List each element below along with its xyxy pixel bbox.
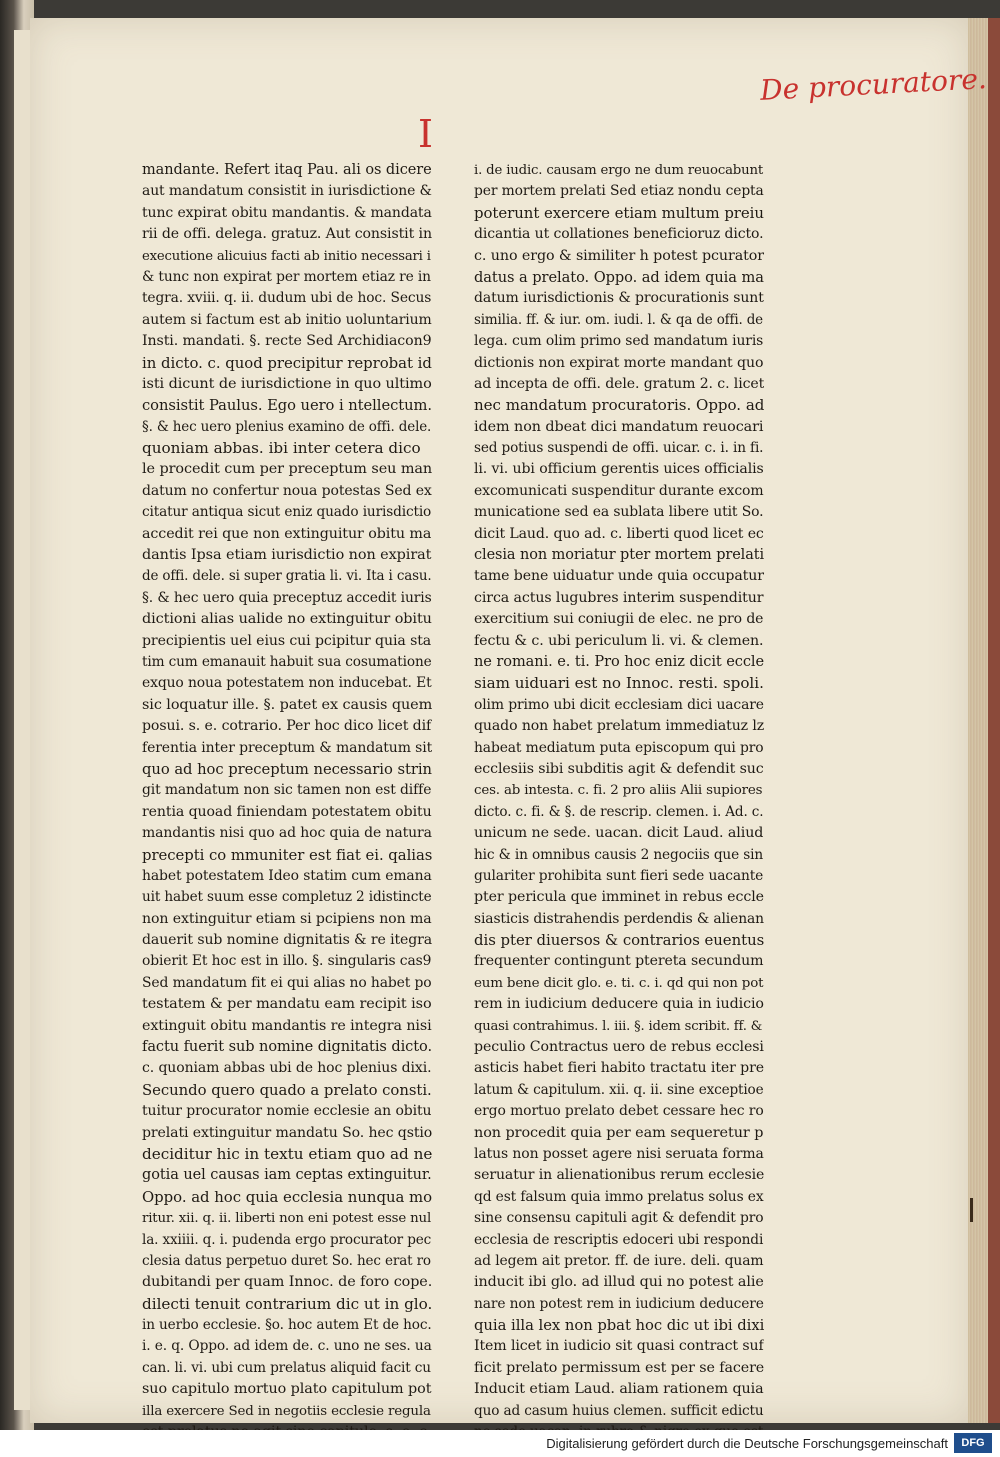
text-line: §. & hec uero plenius examino de offi. dele. — [142, 418, 432, 435]
text-line: ficit prelato permissum est per se facere — [474, 1359, 764, 1376]
text-line: prelati extinguitur mandatu So. hec qstio — [142, 1124, 432, 1141]
text-line: latum & capitulum. xii. q. ii. sine exceptioe — [474, 1081, 764, 1098]
text-line: c. quoniam abbas ubi de hoc plenius dixi. — [142, 1060, 432, 1077]
rubric-heading: De procuratore. — [759, 62, 988, 107]
text-line: can. li. vi. ubi cum prelatus aliquid facit cu — [142, 1359, 431, 1376]
text-line: gotia uel causas iam ceptas extinguitur. — [142, 1167, 432, 1184]
text-line: eum bene dicit glo. e. ti. c. i. qd qui non pot — [474, 975, 764, 991]
footer-credit: Digitalisierung gefördert durch die Deutsche Forschungsgemeinschaft — [546, 1436, 948, 1451]
text-line: rii de offi. delega. gratuz. Aut consistit in — [142, 226, 432, 243]
text-line: sed potius suspendi de offi. uicar. c. i. in fi. — [474, 440, 764, 457]
text-line: dicto. c. fi. & §. de rescrip. clemen. i. Ad. c. — [474, 803, 764, 820]
text-line: posui. s. e. cotrario. Per hoc dico licet dif — [142, 718, 432, 735]
text-line: quado non habet prelatum immediatuz lz — [474, 718, 764, 735]
text-line: precipientis uel eius cui pcipitur quia sta — [142, 632, 432, 649]
text-line: ritur. xii. q. ii. liberti non eni potest esse nul — [142, 1211, 432, 1227]
right-text-column — [474, 160, 764, 1443]
text-line: sic loquatur ille. §. patet ex causis quem — [142, 696, 432, 713]
text-line: dantis Ipsa etiam iurisdictio non expirat — [142, 547, 432, 564]
text-line: testatem & per mandatu eam recipit iso — [142, 996, 432, 1013]
text-line: dauerit sub nomine dignitatis & re itegra — [142, 932, 432, 949]
text-line: ad incepta de offi. dele. gratum 2. c. licet — [474, 375, 764, 392]
text-line: tim cum emanauit habuit sua cosumatione — [142, 653, 432, 670]
text-line: de offi. dele. si super gratia li. vi. Ita i casu. — [142, 568, 432, 585]
cover-edge — [988, 18, 1000, 1423]
bookmark-thread — [970, 1198, 973, 1222]
text-line: latus non posset agere nisi seruata forma — [474, 1145, 764, 1162]
text-line: la. xxiiii. q. i. pudenda ergo procurator pec — [142, 1231, 432, 1248]
text-line: siasticis distrahendis perdendis & alienan — [474, 910, 764, 927]
text-line: i. de iudic. causam ergo ne dum reuocabunt — [474, 163, 764, 178]
text-line: exercitium sui coniugii de elec. ne pro de — [474, 611, 764, 628]
text-line: ces. ab intesta. c. fi. 2 pro aliis Alii supiores — [474, 783, 763, 799]
text-line: dis pter diuersos & contrarios euentus — [474, 931, 764, 950]
text-line: le procedit cum per preceptum seu man — [142, 461, 432, 478]
text-line: datus a prelato. Oppo. ad idem quia ma — [474, 268, 764, 286]
text-line: illa exercere Sed in negotiis ecclesie regula — [142, 1403, 431, 1419]
text-line: exquo noua potestatem non inducebat. Et — [142, 675, 432, 692]
text-line: nare non potest rem in iudicium deducere — [474, 1295, 764, 1312]
dfg-logo: DFG — [954, 1433, 992, 1453]
text-line: fectu & c. ubi periculum li. vi. & clemen. — [474, 632, 764, 649]
text-line: quo ad hoc preceptum necessario strin — [142, 760, 432, 778]
text-line: quo ad casum huius clemen. sufficit edictu — [474, 1402, 764, 1419]
text-line: non procedit quia per eam sequeretur p — [474, 1124, 764, 1141]
text-line: qd est falsum quia immo prelatus solus ex — [474, 1188, 764, 1205]
text-line: in dicto. c. quod precipitur reprobat id — [142, 353, 432, 372]
text-line: circa actus lugubres interim suspenditur — [474, 589, 764, 606]
text-line: similia. ff. & iur. om. iudi. l. & qa de offi. de — [474, 311, 763, 328]
text-line: tuitur procurator nomie ecclesie an obitu — [142, 1103, 432, 1120]
text-line: datum no confertur noua potestas Sed ex — [142, 482, 432, 499]
text-line: Insti. mandati. §. recte Sed Archidiacon9 — [142, 333, 432, 350]
text-line: olim primo ubi dicit ecclesiam dici uacare — [474, 696, 764, 713]
text-line: Sed mandatum fit ei qui alias no habet po — [142, 974, 432, 991]
text-line: ferentia inter preceptum & mandatum sit — [142, 739, 432, 756]
text-line: dicantia ut collationes beneficioruz dicto. — [474, 226, 764, 243]
text-line: consistit Paulus. Ego uero i ntellectum. — [142, 397, 432, 415]
text-line: precepti co mmuniter est fiat ei. qalias — [142, 846, 432, 864]
text-line: mandante. Refert itaq Pau. ali os dicere — [142, 162, 432, 178]
text-line: sine consensu capituli agit & defendit pro — [474, 1210, 764, 1227]
text-line: inducit ibi glo. ad illud qui no potest alie — [474, 1274, 764, 1291]
text-line: frequenter contingunt ptereta secundum — [474, 953, 764, 970]
text-line: poterunt exercere etiam multum preiu — [474, 203, 764, 222]
text-line: Item licet in iudicio sit quasi contract suf — [474, 1338, 764, 1355]
text-line: per mortem prelati Sed etiaz nondu cepta — [474, 183, 764, 200]
text-line: isti dicunt de iurisdictione in quo ultimo — [142, 375, 432, 392]
text-line: pter pericula que imminet in rebus eccle — [474, 889, 764, 906]
text-line: suo capitulo mortuo plato capitulum pot — [142, 1381, 432, 1398]
text-line: quoniam abbas. ibi inter cetera dico — [142, 439, 421, 458]
chapter-number: I — [418, 112, 436, 156]
text-line: Secundo quero quado a prelato consti. — [142, 1081, 432, 1099]
text-line: rentia quoad finiendam potestatem obitu — [142, 803, 432, 820]
text-line: executione alicuius facti ab initio necessari i — [142, 248, 431, 264]
text-line: Inducit etiam Laud. aliam rationem quia — [474, 1381, 764, 1398]
left-text-column — [142, 160, 432, 1443]
text-line: ad legem ait pretor. ff. de iure. deli. quam — [474, 1252, 764, 1269]
text-line: clesia datus perpetuo duret So. hec erat ro — [142, 1252, 431, 1269]
text-line: dubitandi per quam Innoc. de foro cope. — [142, 1274, 432, 1291]
text-line: dicit Laud. quo ad. c. liberti quod licet ec — [474, 525, 764, 542]
text-line: non extinguitur etiam si pcipiens non ma — [142, 910, 432, 927]
text-line: tame bene uiduatur unde quia occupatur — [474, 568, 764, 585]
text-line: unicum ne sede. uacan. dicit Laud. aliud — [474, 825, 764, 842]
text-line: habeat mediatum puta episcopum qui pro — [474, 739, 764, 756]
text-line: uit habet suum esse completuz 2 idistincte — [142, 889, 432, 906]
text-line: lega. cum olim primo sed mandatum iuris — [474, 333, 764, 350]
text-line: obierit Et hoc est in illo. §. singularis cas9 — [142, 953, 432, 970]
text-line: accedit rei que non extinguitur obitu ma — [142, 525, 432, 542]
text-line: nec mandatum procuratoris. Oppo. ad — [474, 396, 764, 415]
text-line: autem si factum est ab initio uoluntarium — [142, 311, 432, 328]
text-line: tegra. xviii. q. ii. dudum ubi de hoc. Secus — [142, 290, 432, 307]
text-line: dictionis non expirat morte mandant quo — [474, 354, 764, 371]
text-line: ecclesiis sibi subditis agit & defendit suc — [474, 760, 764, 777]
text-line: & tunc non expirat per mortem etiaz re in — [142, 268, 431, 285]
text-line: §. & hec uero quia preceptuz accedit iuris — [142, 589, 432, 606]
text-line: seruatur in alienationibus rerum ecclesie — [474, 1167, 764, 1184]
text-line: aut mandatum consistit in iurisdictione & — [142, 183, 432, 200]
text-line: peculio Contractus uero de rebus ecclesi — [474, 1039, 764, 1056]
text-line: municatione sed ea sublata libere utit So. — [474, 504, 764, 521]
text-line: dilecti tenuit contrarium dic ut in glo. — [142, 1294, 432, 1313]
text-line: ecclesia de rescriptis edoceri ubi respondi — [474, 1231, 764, 1248]
text-line: deciditur hic in textu etiam quo ad ne — [142, 1144, 432, 1163]
text-line: mandantis nisi quo ad hoc quia de natura — [142, 825, 432, 842]
text-line: ne romani. e. ti. Pro hoc eniz dicit eccle — [474, 653, 764, 670]
text-line: ergo mortuo prelato debet cessare hec ro — [474, 1103, 764, 1120]
text-line: rem in iudicium deducere quia in iudicio — [474, 996, 764, 1013]
text-line: quia illa lex non pbat hoc dic ut ibi dixi — [474, 1317, 764, 1335]
text-line: hic & in omnibus causis 2 negociis que sin — [474, 846, 764, 863]
text-line: asticis habet fieri habito tractatu iter pre — [474, 1060, 764, 1077]
text-line: datum iurisdictionis & procurationis sunt — [474, 290, 764, 307]
text-line: factu fuerit sub nomine dignitatis dicto. — [142, 1039, 432, 1056]
text-line: citatur antiqua sicut eniz quado iurisdictio — [142, 504, 432, 521]
text-line: c. uno ergo & similiter h potest pcurator — [474, 247, 764, 264]
text-line: quasi contrahimus. l. iii. §. idem scribit. ff. & — [474, 1018, 763, 1034]
text-line: tunc expirat obitu mandantis. & mandata — [142, 204, 432, 221]
text-line: extinguit obitu mandantis re integra nisi — [142, 1017, 432, 1034]
text-line: gulariter prohibita sunt fieri sede uacante — [474, 867, 764, 884]
text-line: clesia non moriatur pter mortem prelati — [474, 547, 764, 564]
text-line: siam uiduari est no Innoc. resti. spoli. — [474, 674, 764, 693]
text-line: excomunicati suspenditur durante excom — [474, 482, 764, 499]
text-line: Oppo. ad hoc quia ecclesia nunqua mo — [142, 1187, 432, 1206]
text-line: idem non dbeat dici mandatum reuocari — [474, 418, 764, 435]
text-line: dictioni alias ualide no extinguitur obitu — [142, 611, 432, 628]
text-line: in uerbo ecclesie. §o. hoc autem Et de hoc. — [142, 1317, 432, 1334]
text-line: i. e. q. Oppo. ad idem de. c. uno ne ses. ua — [142, 1338, 432, 1355]
text-line: habet potestatem Ideo statim cum emana — [142, 867, 432, 884]
text-line: li. vi. ubi officium gerentis uices officialis — [474, 461, 764, 478]
text-line: git mandatum non sic tamen non est diffe — [142, 782, 432, 799]
